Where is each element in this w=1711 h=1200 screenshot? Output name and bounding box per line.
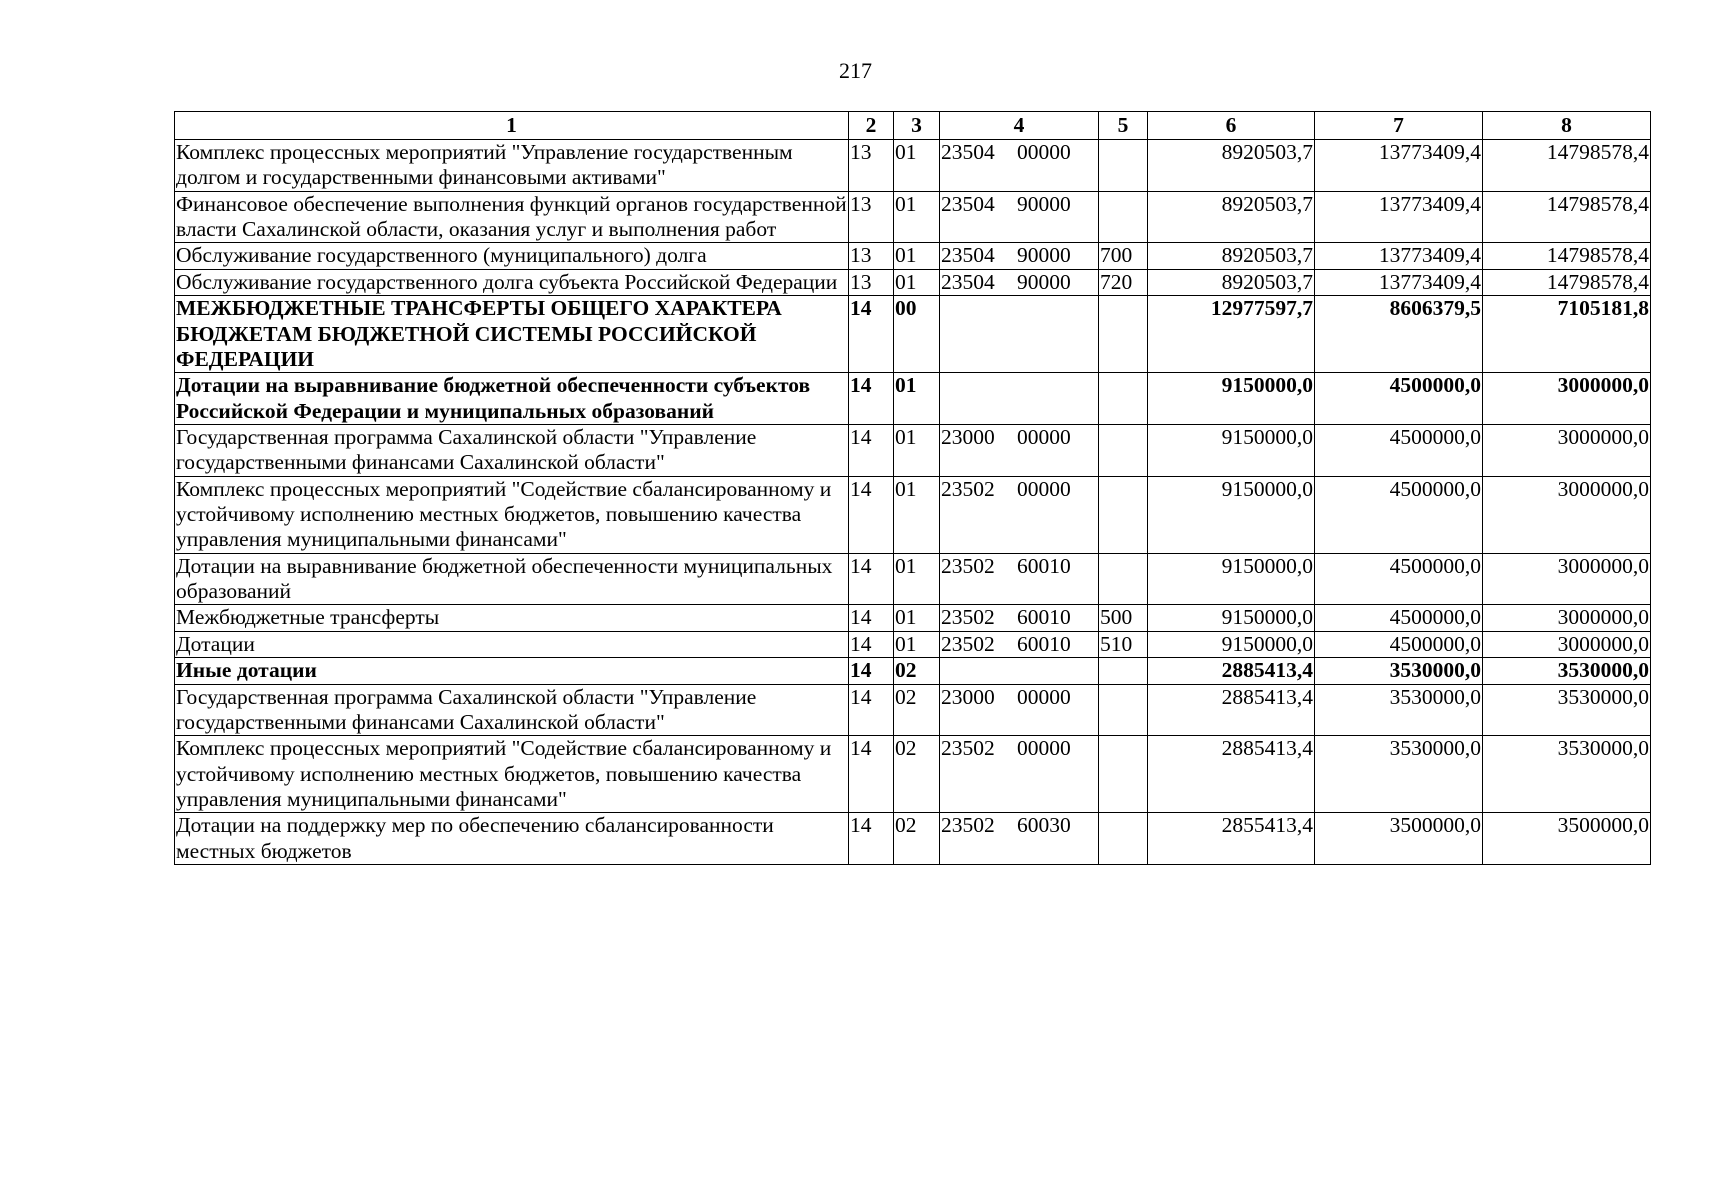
amount-col7-cell: 4500000,0 bbox=[1315, 605, 1483, 631]
table-row bbox=[175, 813, 1651, 865]
direction-code: 90000 bbox=[1017, 269, 1071, 294]
column-header: 3 bbox=[894, 112, 940, 140]
direction-code: 90000 bbox=[1017, 243, 1071, 268]
column-header: 8 bbox=[1483, 112, 1651, 140]
row-name-cell: Обслуживание государственного долга субъекта Российской Федерации bbox=[175, 269, 849, 295]
row-name-cell: Дотации на выравнивание бюджетной обеспеченности муниципальных образований bbox=[175, 553, 849, 605]
table-row bbox=[175, 476, 1651, 553]
expense-type-cell: 720 bbox=[1099, 269, 1148, 295]
target-article-cell bbox=[940, 813, 1099, 865]
expense-type-cell bbox=[1099, 684, 1148, 736]
amount-col8-cell: 3000000,0 bbox=[1483, 424, 1651, 476]
row-name-cell: Комплекс процессных мероприятий "Содействие сбалансированному и устойчивому исполнению местных бюджетов, повышению качества управления муниципальными финансами" bbox=[175, 736, 849, 813]
subsection-code-cell: 01 bbox=[894, 476, 940, 553]
column-header: 7 bbox=[1315, 112, 1483, 140]
amount-col6-cell: 8920503,7 bbox=[1148, 140, 1315, 192]
amount-col6-cell: 2885413,4 bbox=[1148, 658, 1315, 684]
subsection-code-cell: 01 bbox=[894, 373, 940, 425]
direction-code: 00000 bbox=[1017, 684, 1071, 709]
expense-type-cell bbox=[1099, 658, 1148, 684]
expense-type-cell bbox=[1099, 553, 1148, 605]
table-row bbox=[175, 605, 1651, 631]
program-code: 23000 bbox=[941, 424, 995, 449]
target-article-cell bbox=[940, 191, 1099, 243]
expense-type-cell bbox=[1099, 813, 1148, 865]
direction-code: 60010 bbox=[1017, 553, 1071, 578]
row-name-cell: Государственная программа Сахалинской области "Управление государственными финансами Сахалинской области" bbox=[175, 684, 849, 736]
program-code: 23504 bbox=[941, 269, 995, 294]
amount-col7-cell: 13773409,4 bbox=[1315, 140, 1483, 192]
amount-col7-cell: 3530000,0 bbox=[1315, 658, 1483, 684]
target-article-cell bbox=[940, 684, 1099, 736]
table-row bbox=[175, 631, 1651, 657]
direction-code: 60010 bbox=[1017, 605, 1071, 630]
expense-type-cell bbox=[1099, 476, 1148, 553]
table-row bbox=[175, 658, 1651, 684]
amount-col6-cell: 9150000,0 bbox=[1148, 424, 1315, 476]
target-article-cell bbox=[940, 269, 1099, 295]
amount-col7-cell: 13773409,4 bbox=[1315, 243, 1483, 269]
amount-col8-cell: 3000000,0 bbox=[1483, 476, 1651, 553]
amount-col6-cell: 9150000,0 bbox=[1148, 631, 1315, 657]
expense-type-cell bbox=[1099, 140, 1148, 192]
amount-col6-cell: 2885413,4 bbox=[1148, 736, 1315, 813]
subsection-code-cell: 00 bbox=[894, 296, 940, 373]
section-code-cell: 14 bbox=[849, 736, 894, 813]
amount-col7-cell: 3530000,0 bbox=[1315, 736, 1483, 813]
amount-col8-cell: 3530000,0 bbox=[1483, 736, 1651, 813]
direction-code: 00000 bbox=[1017, 140, 1071, 164]
amount-col6-cell: 12977597,7 bbox=[1148, 296, 1315, 373]
section-code-cell: 14 bbox=[849, 476, 894, 553]
section-code-cell: 14 bbox=[849, 631, 894, 657]
table-row bbox=[175, 553, 1651, 605]
subsection-code-cell: 01 bbox=[894, 553, 940, 605]
program-code: 23504 bbox=[941, 191, 995, 216]
program-code: 23502 bbox=[941, 631, 995, 656]
amount-col6-cell: 2885413,4 bbox=[1148, 684, 1315, 736]
amount-col7-cell: 4500000,0 bbox=[1315, 631, 1483, 657]
row-name-cell: Комплекс процессных мероприятий "Содействие сбалансированному и устойчивому исполнению местных бюджетов, повышению качества управления муниципальными финансами" bbox=[175, 476, 849, 553]
section-code-cell: 13 bbox=[849, 140, 894, 192]
section-code-cell: 14 bbox=[849, 296, 894, 373]
amount-col8-cell: 3530000,0 bbox=[1483, 658, 1651, 684]
column-header: 1 bbox=[175, 112, 849, 140]
amount-col8-cell: 3000000,0 bbox=[1483, 373, 1651, 425]
row-name-cell: Межбюджетные трансферты bbox=[175, 605, 849, 631]
row-name-cell: Дотации bbox=[175, 631, 849, 657]
row-name-cell: Государственная программа Сахалинской области "Управление государственными финансами Сахалинской области" bbox=[175, 424, 849, 476]
row-name-cell: Иные дотации bbox=[175, 658, 849, 684]
row-name-cell: Финансовое обеспечение выполнения функций органов государственной власти Сахалинской области, оказания услуг и выполнения работ bbox=[176, 191, 847, 242]
expense-type-cell: 510 bbox=[1099, 631, 1148, 657]
expense-type-cell bbox=[1099, 424, 1148, 476]
amount-col7-cell: 4500000,0 bbox=[1315, 553, 1483, 605]
amount-col6-cell: 9150000,0 bbox=[1148, 373, 1315, 425]
section-code-cell: 14 bbox=[849, 553, 894, 605]
row-name-cell: Дотации на выравнивание бюджетной обеспеченности субъектов Российской Федерации и муниципальных образований bbox=[175, 373, 849, 425]
table-row bbox=[175, 191, 1651, 243]
program-code: 23502 bbox=[941, 736, 995, 761]
amount-col7-cell: 4500000,0 bbox=[1315, 476, 1483, 553]
direction-code: 60010 bbox=[1017, 631, 1071, 656]
amount-col7-cell: 3500000,0 bbox=[1315, 813, 1483, 865]
target-article-cell bbox=[940, 553, 1099, 605]
section-code-cell: 14 bbox=[849, 373, 894, 425]
table-row bbox=[175, 296, 1651, 373]
expense-type-cell: 700 bbox=[1099, 243, 1148, 269]
expense-type-cell bbox=[1099, 373, 1148, 425]
target-article-cell bbox=[940, 140, 1099, 192]
table-row bbox=[175, 373, 1651, 425]
amount-col8-cell: 7105181,8 bbox=[1483, 296, 1651, 373]
expense-type-cell bbox=[1099, 296, 1148, 373]
section-code-cell: 13 bbox=[849, 243, 894, 269]
column-header: 6 bbox=[1148, 112, 1315, 140]
amount-col8-cell: 14798578,4 bbox=[1483, 191, 1651, 243]
expense-type-cell: 500 bbox=[1099, 605, 1148, 631]
subsection-code-cell: 02 bbox=[894, 736, 940, 813]
amount-col6-cell: 9150000,0 bbox=[1148, 605, 1315, 631]
section-code-cell: 14 bbox=[849, 605, 894, 631]
amount-col7-cell: 4500000,0 bbox=[1315, 373, 1483, 425]
program-code: 23000 bbox=[941, 684, 995, 709]
program-code: 23504 bbox=[941, 243, 995, 268]
row-name-cell: Дотации на поддержку мер по обеспечению сбалансированности местных бюджетов bbox=[175, 813, 849, 865]
row-name-cell: МЕЖБЮДЖЕТНЫЕ ТРАНСФЕРТЫ ОБЩЕГО ХАРАКТЕРА БЮДЖЕТАМ БЮДЖЕТНОЙ СИСТЕМЫ РОССИЙСКОЙ ФЕДЕРАЦИИ bbox=[175, 296, 849, 373]
section-code-cell: 14 bbox=[849, 424, 894, 476]
section-code-cell: 14 bbox=[849, 684, 894, 736]
section-code-cell: 14 bbox=[849, 658, 894, 684]
amount-col8-cell: 3000000,0 bbox=[1483, 605, 1651, 631]
direction-code: 60030 bbox=[1017, 813, 1071, 838]
expense-type-cell bbox=[1099, 736, 1148, 813]
column-header: 5 bbox=[1099, 112, 1148, 140]
amount-col8-cell: 3000000,0 bbox=[1483, 553, 1651, 605]
subsection-code-cell: 01 bbox=[894, 191, 940, 243]
table-row bbox=[175, 269, 1651, 295]
table-row bbox=[175, 140, 1651, 192]
expense-type-cell bbox=[1099, 191, 1148, 243]
row-name-cell: Обслуживание государственного (муниципального) долга bbox=[175, 243, 849, 269]
target-article-cell bbox=[940, 373, 1099, 425]
target-article-cell bbox=[940, 605, 1099, 631]
direction-code: 90000 bbox=[1017, 191, 1071, 216]
direction-code: 00000 bbox=[1017, 476, 1071, 501]
target-article-cell bbox=[940, 736, 1099, 813]
target-article-cell bbox=[940, 476, 1099, 553]
amount-col8-cell: 3500000,0 bbox=[1483, 813, 1651, 865]
page-number: 217 bbox=[839, 58, 872, 83]
row-name-cell: Комплекс процессных мероприятий "Управление государственным долгом и государственными финансовыми активами" bbox=[175, 140, 849, 192]
section-code-cell: 13 bbox=[849, 269, 894, 295]
amount-col6-cell: 9150000,0 bbox=[1148, 476, 1315, 553]
subsection-code-cell: 01 bbox=[894, 269, 940, 295]
table-row bbox=[175, 736, 1651, 813]
program-code: 23502 bbox=[941, 605, 995, 630]
direction-code: 00000 bbox=[1017, 424, 1071, 449]
target-article-cell bbox=[940, 243, 1099, 269]
table-row bbox=[175, 243, 1651, 269]
program-code: 23502 bbox=[941, 813, 995, 838]
amount-col7-cell: 8606379,5 bbox=[1315, 296, 1483, 373]
program-code: 23502 bbox=[941, 476, 995, 501]
amount-col6-cell: 8920503,7 bbox=[1148, 269, 1315, 295]
amount-col8-cell: 3530000,0 bbox=[1483, 684, 1651, 736]
amount-col8-cell: 14798578,4 bbox=[1483, 140, 1651, 192]
amount-col7-cell: 13773409,4 bbox=[1315, 269, 1483, 295]
subsection-code-cell: 01 bbox=[894, 424, 940, 476]
subsection-code-cell: 01 bbox=[894, 140, 940, 192]
section-code-cell: 13 bbox=[849, 191, 894, 243]
program-code: 23504 bbox=[941, 140, 995, 164]
amount-col6-cell: 9150000,0 bbox=[1148, 553, 1315, 605]
column-header: 2 bbox=[849, 112, 894, 140]
amount-col8-cell: 3000000,0 bbox=[1483, 631, 1651, 657]
amount-col8-cell: 14798578,4 bbox=[1483, 269, 1651, 295]
subsection-code-cell: 02 bbox=[894, 813, 940, 865]
table-row bbox=[175, 684, 1651, 736]
table-row bbox=[175, 424, 1651, 476]
program-code: 23502 bbox=[941, 553, 995, 578]
target-article-cell bbox=[940, 658, 1099, 684]
column-header: 4 bbox=[940, 112, 1099, 140]
amount-col7-cell: 4500000,0 bbox=[1315, 424, 1483, 476]
subsection-code-cell: 01 bbox=[894, 243, 940, 269]
amount-col6-cell: 8920503,7 bbox=[1148, 243, 1315, 269]
subsection-code-cell: 01 bbox=[894, 605, 940, 631]
direction-code: 00000 bbox=[1017, 736, 1071, 761]
amount-col8-cell: 14798578,4 bbox=[1483, 243, 1651, 269]
amount-col7-cell: 13773409,4 bbox=[1315, 191, 1483, 243]
amount-col6-cell: 8920503,7 bbox=[1148, 191, 1315, 243]
subsection-code-cell: 02 bbox=[894, 658, 940, 684]
budget-table bbox=[174, 111, 1651, 865]
amount-col7-cell: 3530000,0 bbox=[1315, 684, 1483, 736]
amount-col6-cell: 2855413,4 bbox=[1148, 813, 1315, 865]
target-article-cell bbox=[940, 424, 1099, 476]
subsection-code-cell: 01 bbox=[894, 631, 940, 657]
target-article-cell bbox=[940, 631, 1099, 657]
section-code-cell: 14 bbox=[849, 813, 894, 865]
table-header-row bbox=[175, 112, 1651, 140]
subsection-code-cell: 02 bbox=[894, 684, 940, 736]
target-article-cell bbox=[940, 296, 1099, 373]
